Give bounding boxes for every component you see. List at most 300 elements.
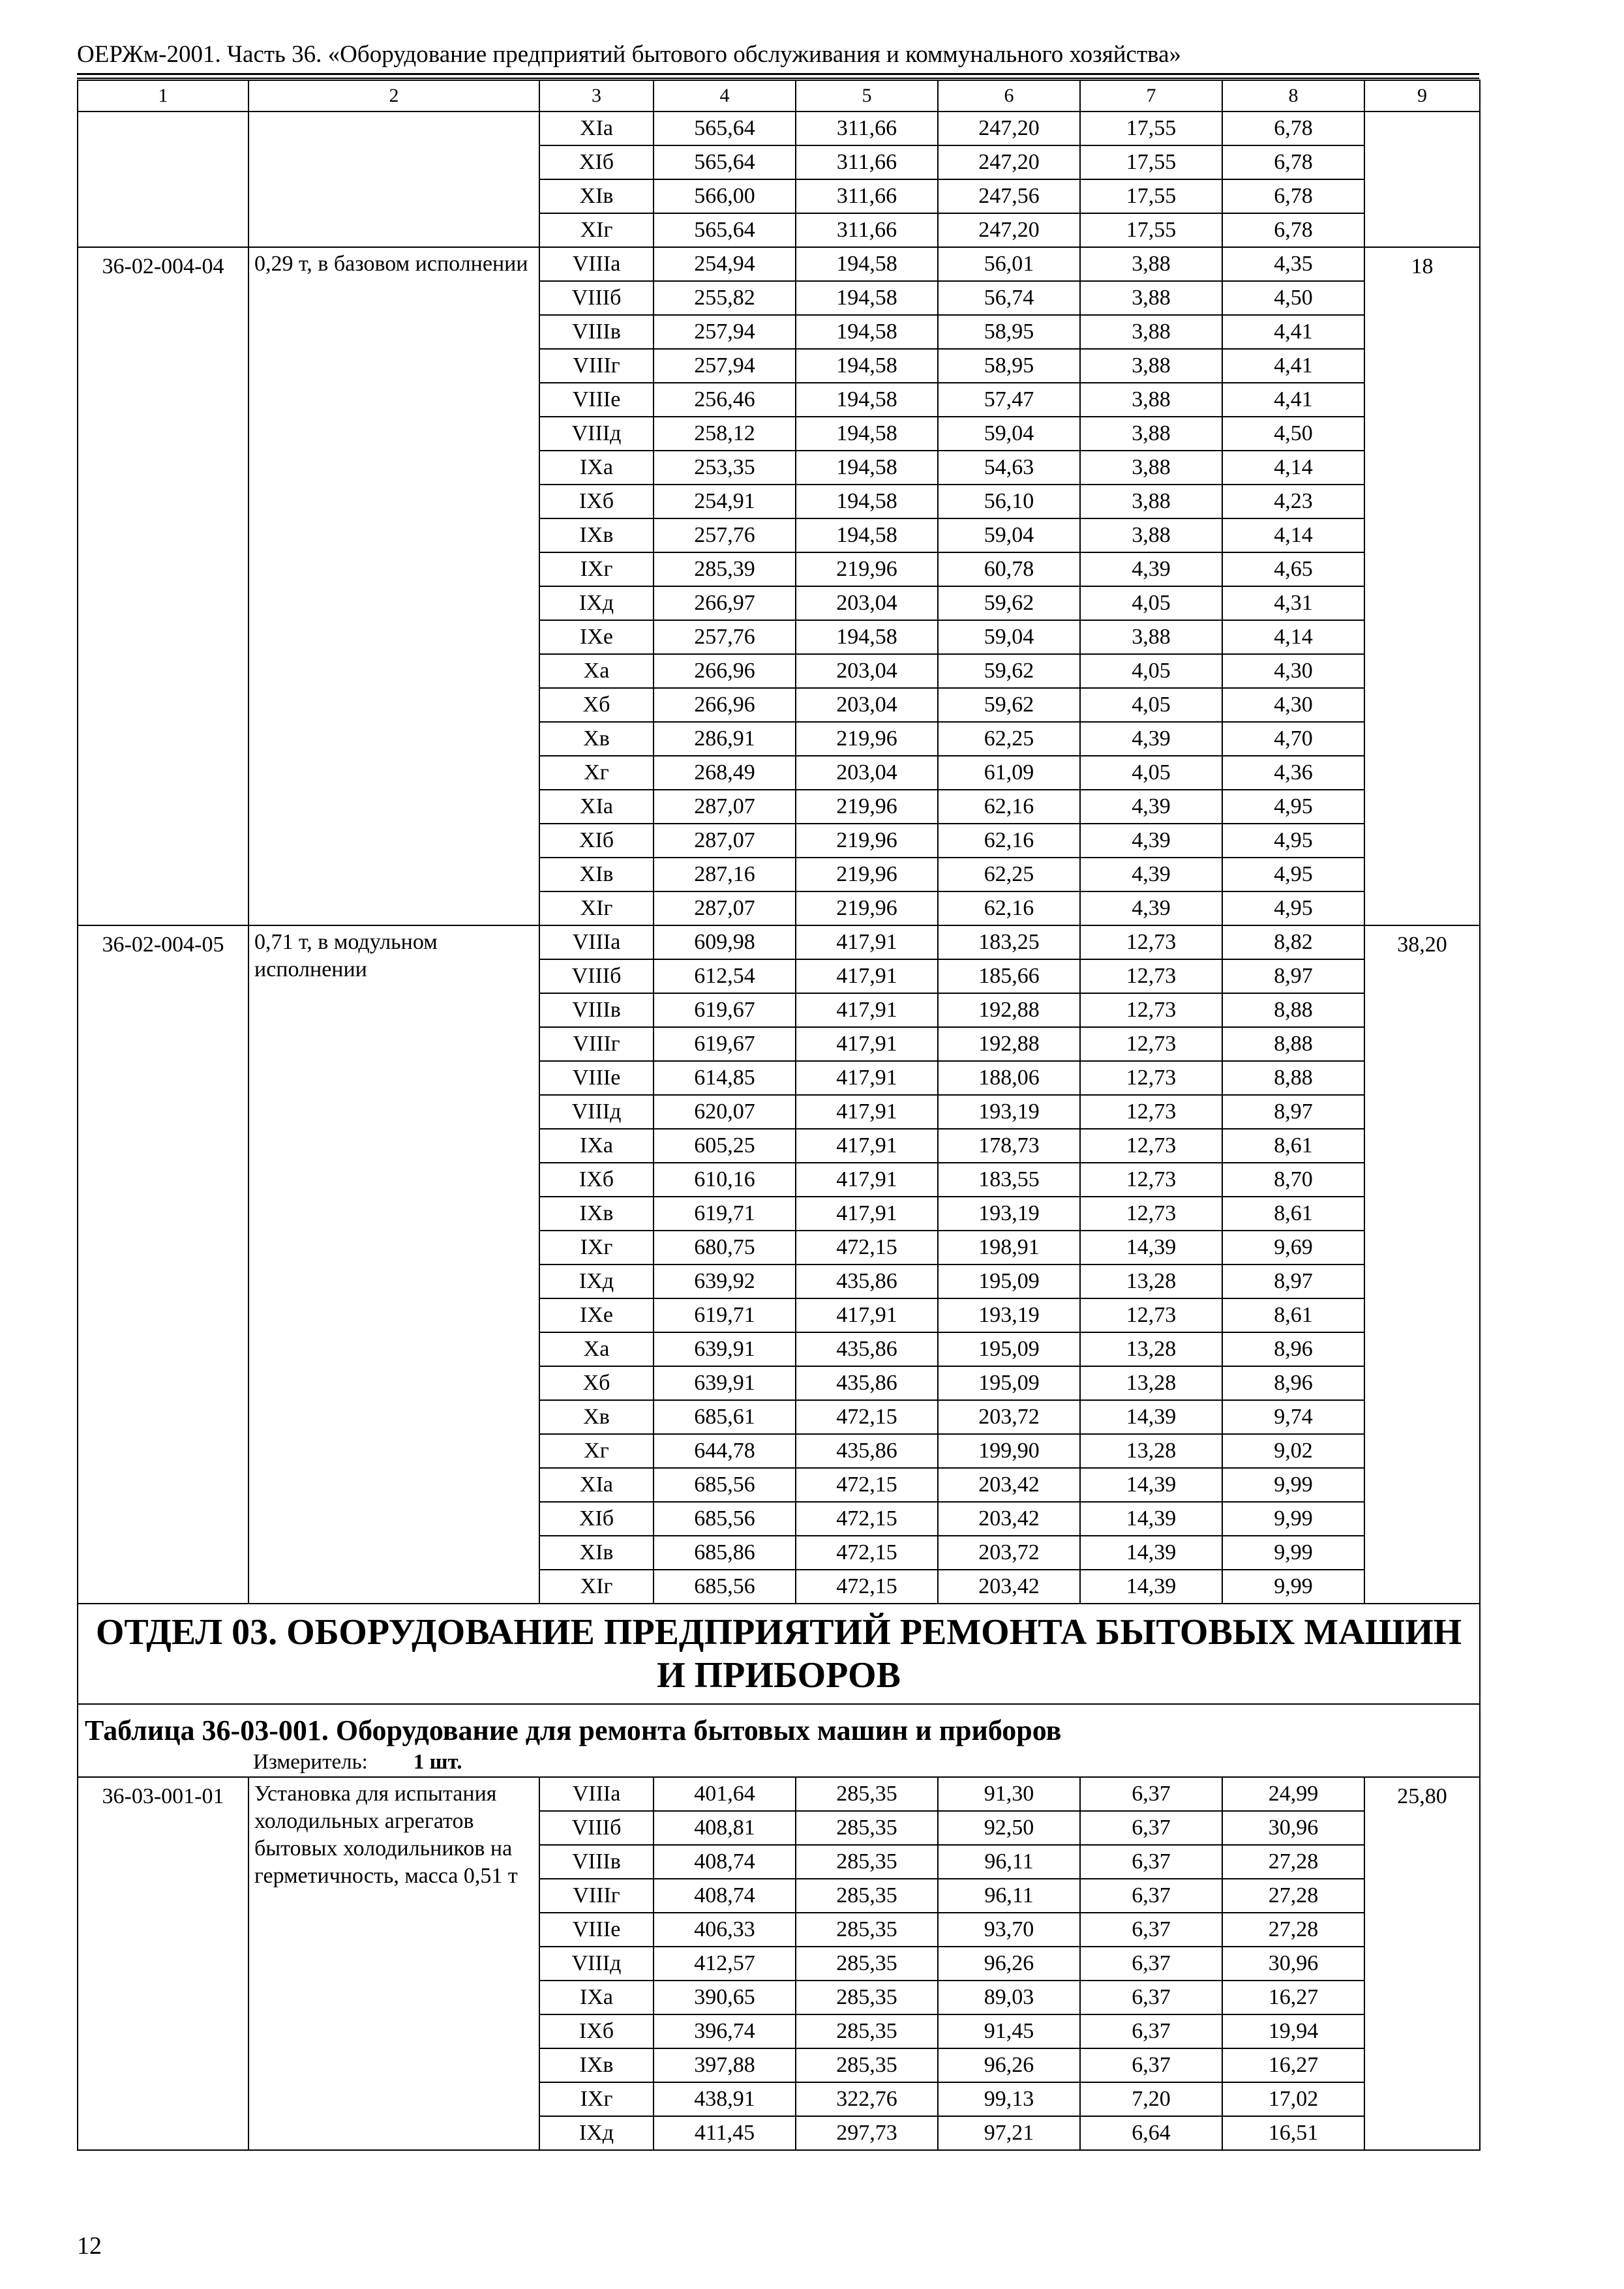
item-code: 36-02-004-04	[78, 247, 248, 925]
value-cell: 619,67	[654, 993, 796, 1027]
value-cell: 4,14	[1222, 518, 1364, 552]
region-code: Xв	[539, 1400, 654, 1434]
value-cell: 219,96	[796, 891, 938, 925]
value-cell: 8,97	[1222, 959, 1364, 993]
value-cell: 14,39	[1080, 1400, 1222, 1434]
value-cell: 247,20	[938, 145, 1080, 179]
value-cell: 91,45	[938, 2014, 1080, 2048]
region-code: VIIIа	[539, 247, 654, 281]
value-cell: 287,16	[654, 858, 796, 891]
value-cell: 12,73	[1080, 1298, 1222, 1332]
value-cell: 27,28	[1222, 1845, 1364, 1879]
value-cell: 12,73	[1080, 1061, 1222, 1095]
value-cell: 203,42	[938, 1502, 1080, 1536]
column-number: 5	[796, 80, 938, 112]
value-cell: 619,71	[654, 1197, 796, 1231]
value-cell: 62,25	[938, 722, 1080, 756]
value-cell: 6,37	[1080, 1845, 1222, 1879]
value-cell: 4,30	[1222, 654, 1364, 688]
value-cell: 8,70	[1222, 1163, 1364, 1197]
value-cell: 61,09	[938, 756, 1080, 790]
value-cell: 96,26	[938, 1947, 1080, 1981]
column-number: 3	[539, 80, 654, 112]
value-cell: 8,88	[1222, 1027, 1364, 1061]
value-cell: 605,25	[654, 1129, 796, 1163]
value-cell: 285,35	[796, 1981, 938, 2014]
value-cell: 287,07	[654, 891, 796, 925]
region-code: XIв	[539, 179, 654, 213]
column-number: 1	[78, 80, 248, 112]
value-cell: 435,86	[796, 1366, 938, 1400]
value-cell: 8,88	[1222, 993, 1364, 1027]
region-code: VIIIг	[539, 349, 654, 383]
region-code: IXб	[539, 2014, 654, 2048]
value-cell: 178,73	[938, 1129, 1080, 1163]
value-cell: 266,96	[654, 654, 796, 688]
continued-description-cell	[248, 112, 539, 247]
value-cell: 62,25	[938, 858, 1080, 891]
table-row	[78, 112, 1480, 145]
value-cell: 3,88	[1080, 247, 1222, 281]
region-code: IXб	[539, 1163, 654, 1197]
table-row	[78, 247, 1480, 281]
value-cell: 285,39	[654, 552, 796, 586]
value-cell: 311,66	[796, 213, 938, 247]
region-code: XIв	[539, 858, 654, 891]
value-cell: 17,55	[1080, 213, 1222, 247]
value-cell: 8,61	[1222, 1298, 1364, 1332]
value-cell: 3,88	[1080, 417, 1222, 451]
region-code: XIб	[539, 824, 654, 858]
value-cell: 14,39	[1080, 1570, 1222, 1604]
value-cell: 7,20	[1080, 2082, 1222, 2116]
region-code: VIIIе	[539, 1061, 654, 1095]
region-code: XIб	[539, 1502, 654, 1536]
value-cell: 199,90	[938, 1434, 1080, 1468]
value-cell: 285,35	[796, 2014, 938, 2048]
value-cell: 266,96	[654, 688, 796, 722]
value-cell: 472,15	[796, 1400, 938, 1434]
value-cell: 195,09	[938, 1332, 1080, 1366]
header-rule	[77, 73, 1479, 75]
region-code: VIIIв	[539, 1845, 654, 1879]
value-cell: 4,65	[1222, 552, 1364, 586]
table-title-row	[78, 1704, 1480, 1748]
value-cell: 8,61	[1222, 1129, 1364, 1163]
value-cell: 193,19	[938, 1095, 1080, 1129]
region-code: VIIIб	[539, 959, 654, 993]
value-cell: 57,47	[938, 383, 1080, 417]
value-cell: 30,96	[1222, 1947, 1364, 1981]
value-cell: 417,91	[796, 1027, 938, 1061]
value-cell: 4,39	[1080, 858, 1222, 891]
value-cell: 17,55	[1080, 145, 1222, 179]
value-cell: 4,31	[1222, 586, 1364, 620]
value-cell: 56,10	[938, 485, 1080, 518]
value-cell: 8,96	[1222, 1366, 1364, 1400]
table-title: Таблица 36-03-001. Оборудование для ремонта бытовых машин и приборов	[78, 1704, 1480, 1748]
value-cell: 4,41	[1222, 383, 1364, 417]
item-description: Установка для испытания холодильных агрегатов бытовых холодильников на герметичность, масса 0,51 т	[248, 1777, 539, 2150]
value-cell: 97,21	[938, 2116, 1080, 2150]
value-cell: 6,37	[1080, 1811, 1222, 1845]
value-cell: 612,54	[654, 959, 796, 993]
value-cell: 93,70	[938, 1913, 1080, 1947]
value-cell: 56,01	[938, 247, 1080, 281]
region-code: IXе	[539, 1298, 654, 1332]
value-cell: 62,16	[938, 891, 1080, 925]
value-cell: 195,09	[938, 1264, 1080, 1298]
value-cell: 203,04	[796, 756, 938, 790]
value-cell: 401,64	[654, 1777, 796, 1811]
value-cell: 4,39	[1080, 552, 1222, 586]
value-cell: 285,35	[796, 1845, 938, 1879]
value-cell: 287,07	[654, 790, 796, 824]
value-cell: 185,66	[938, 959, 1080, 993]
value-cell: 219,96	[796, 858, 938, 891]
region-code: XIг	[539, 891, 654, 925]
value-cell: 9,02	[1222, 1434, 1364, 1468]
region-code: IXд	[539, 2116, 654, 2150]
value-cell: 27,28	[1222, 1879, 1364, 1913]
value-cell: 9,74	[1222, 1400, 1364, 1434]
region-code: IXв	[539, 1197, 654, 1231]
value-cell: 17,02	[1222, 2082, 1364, 2116]
value-cell: 408,74	[654, 1845, 796, 1879]
value-cell: 287,07	[654, 824, 796, 858]
table-row	[78, 1777, 1480, 1811]
value-cell: 472,15	[796, 1536, 938, 1570]
region-code: IXв	[539, 2048, 654, 2082]
value-cell: 219,96	[796, 790, 938, 824]
value-cell: 435,86	[796, 1332, 938, 1366]
value-cell: 680,75	[654, 1231, 796, 1264]
value-cell: 9,99	[1222, 1502, 1364, 1536]
value-cell: 417,91	[796, 1129, 938, 1163]
value-cell: 268,49	[654, 756, 796, 790]
value-cell: 203,42	[938, 1570, 1080, 1604]
value-cell: 408,81	[654, 1811, 796, 1845]
value-cell: 194,58	[796, 247, 938, 281]
value-cell: 6,37	[1080, 1913, 1222, 1947]
value-cell: 4,35	[1222, 247, 1364, 281]
value-cell: 4,50	[1222, 281, 1364, 315]
region-code: VIIIв	[539, 993, 654, 1027]
value-cell: 13,28	[1080, 1434, 1222, 1468]
value-cell: 4,70	[1222, 722, 1364, 756]
value-cell: 59,62	[938, 688, 1080, 722]
value-cell: 6,37	[1080, 2014, 1222, 2048]
value-cell: 417,91	[796, 1095, 938, 1129]
continued-col9-cell	[1364, 112, 1480, 247]
value-cell: 254,94	[654, 247, 796, 281]
unit-row	[78, 1748, 1480, 1777]
value-cell: 24,99	[1222, 1777, 1364, 1811]
value-cell: 390,65	[654, 1981, 796, 2014]
value-cell: 4,05	[1080, 756, 1222, 790]
value-cell: 62,16	[938, 824, 1080, 858]
value-cell: 54,63	[938, 451, 1080, 485]
value-cell: 247,20	[938, 213, 1080, 247]
column-number: 4	[654, 80, 796, 112]
value-cell: 311,66	[796, 179, 938, 213]
value-cell: 13,28	[1080, 1366, 1222, 1400]
value-cell: 17,55	[1080, 179, 1222, 213]
item-code: 36-03-001-01	[78, 1777, 248, 2150]
region-code: VIIIа	[539, 925, 654, 959]
value-cell: 14,39	[1080, 1231, 1222, 1264]
value-cell: 435,86	[796, 1434, 938, 1468]
value-cell: 9,99	[1222, 1570, 1364, 1604]
value-cell: 194,58	[796, 281, 938, 315]
value-cell: 3,88	[1080, 451, 1222, 485]
value-cell: 4,95	[1222, 858, 1364, 891]
value-cell: 8,96	[1222, 1332, 1364, 1366]
value-cell: 472,15	[796, 1570, 938, 1604]
column-number-row	[78, 80, 1480, 112]
value-cell: 195,09	[938, 1366, 1080, 1400]
value-cell: 4,41	[1222, 315, 1364, 349]
value-cell: 285,35	[796, 1777, 938, 1811]
value-cell: 3,88	[1080, 383, 1222, 417]
value-cell: 311,66	[796, 145, 938, 179]
value-cell: 6,37	[1080, 2048, 1222, 2082]
value-cell: 685,56	[654, 1502, 796, 1536]
region-code: IXб	[539, 485, 654, 518]
value-cell: 96,11	[938, 1845, 1080, 1879]
column-number: 6	[938, 80, 1080, 112]
value-cell: 4,14	[1222, 620, 1364, 654]
value-cell: 3,88	[1080, 518, 1222, 552]
region-code: Xб	[539, 1366, 654, 1400]
value-cell: 565,64	[654, 213, 796, 247]
value-cell: 3,88	[1080, 315, 1222, 349]
value-cell: 4,23	[1222, 485, 1364, 518]
value-cell: 6,78	[1222, 179, 1364, 213]
value-cell: 417,91	[796, 1197, 938, 1231]
value-cell: 6,78	[1222, 213, 1364, 247]
value-cell: 194,58	[796, 315, 938, 349]
value-cell: 639,92	[654, 1264, 796, 1298]
page-number: 12	[77, 2232, 102, 2260]
value-cell: 4,95	[1222, 891, 1364, 925]
value-cell: 14,39	[1080, 1468, 1222, 1502]
value-cell: 285,35	[796, 1811, 938, 1845]
region-code: Xа	[539, 1332, 654, 1366]
value-cell: 203,04	[796, 688, 938, 722]
value-cell: 183,55	[938, 1163, 1080, 1197]
value-cell: 192,88	[938, 993, 1080, 1027]
column-number: 7	[1080, 80, 1222, 112]
table-body	[78, 80, 1480, 2150]
region-code: XIв	[539, 1536, 654, 1570]
value-cell: 639,91	[654, 1332, 796, 1366]
value-cell: 16,51	[1222, 2116, 1364, 2150]
region-code: VIIIг	[539, 1879, 654, 1913]
region-code: VIIIг	[539, 1027, 654, 1061]
region-code: IXг	[539, 552, 654, 586]
region-code: VIIIб	[539, 1811, 654, 1845]
value-cell: 89,03	[938, 1981, 1080, 2014]
region-code: XIа	[539, 790, 654, 824]
value-cell: 12,73	[1080, 959, 1222, 993]
value-cell: 610,16	[654, 1163, 796, 1197]
value-cell: 58,95	[938, 315, 1080, 349]
region-code: XIг	[539, 1570, 654, 1604]
value-cell: 183,25	[938, 925, 1080, 959]
value-cell: 408,74	[654, 1879, 796, 1913]
value-cell: 285,35	[796, 1913, 938, 1947]
value-cell: 253,35	[654, 451, 796, 485]
value-cell: 16,27	[1222, 2048, 1364, 2082]
value-cell: 4,36	[1222, 756, 1364, 790]
value-cell: 257,94	[654, 315, 796, 349]
value-cell: 194,58	[796, 518, 938, 552]
region-code: Xа	[539, 654, 654, 688]
value-cell: 203,04	[796, 586, 938, 620]
col9-value: 38,20	[1364, 925, 1480, 1604]
section-row	[78, 1604, 1480, 1704]
value-cell: 12,73	[1080, 925, 1222, 959]
value-cell: 203,72	[938, 1536, 1080, 1570]
column-number: 9	[1364, 80, 1480, 112]
value-cell: 4,05	[1080, 654, 1222, 688]
value-cell: 286,91	[654, 722, 796, 756]
value-cell: 12,73	[1080, 1129, 1222, 1163]
value-cell: 297,73	[796, 2116, 938, 2150]
region-code: Xг	[539, 756, 654, 790]
value-cell: 12,73	[1080, 993, 1222, 1027]
value-cell: 417,91	[796, 993, 938, 1027]
region-code: XIа	[539, 1468, 654, 1502]
value-cell: 99,13	[938, 2082, 1080, 2116]
region-code: IXе	[539, 620, 654, 654]
value-cell: 58,95	[938, 349, 1080, 383]
value-cell: 565,64	[654, 112, 796, 145]
value-cell: 6,64	[1080, 2116, 1222, 2150]
value-cell: 30,96	[1222, 1811, 1364, 1845]
value-cell: 192,88	[938, 1027, 1080, 1061]
value-cell: 257,94	[654, 349, 796, 383]
value-cell: 417,91	[796, 1163, 938, 1197]
value-cell: 619,67	[654, 1027, 796, 1061]
value-cell: 203,04	[796, 654, 938, 688]
col9-value: 25,80	[1364, 1777, 1480, 2150]
value-cell: 254,91	[654, 485, 796, 518]
value-cell: 411,45	[654, 2116, 796, 2150]
value-cell: 8,97	[1222, 1264, 1364, 1298]
value-cell: 91,30	[938, 1777, 1080, 1811]
value-cell: 9,99	[1222, 1536, 1364, 1570]
value-cell: 412,57	[654, 1947, 796, 1981]
region-code: VIIIе	[539, 383, 654, 417]
value-cell: 644,78	[654, 1434, 796, 1468]
value-cell: 12,73	[1080, 1027, 1222, 1061]
value-cell: 258,12	[654, 417, 796, 451]
continued-code-cell	[78, 112, 248, 247]
running-header: ОЕРЖм-2001. Часть 36. «Оборудование предприятий бытового обслуживания и коммунального хозяйства»	[77, 41, 1182, 68]
region-code: IXа	[539, 451, 654, 485]
value-cell: 6,37	[1080, 1981, 1222, 2014]
value-cell: 3,88	[1080, 281, 1222, 315]
value-cell: 285,35	[796, 2048, 938, 2082]
value-cell: 4,41	[1222, 349, 1364, 383]
column-number: 8	[1222, 80, 1364, 112]
value-cell: 4,95	[1222, 790, 1364, 824]
value-cell: 4,05	[1080, 688, 1222, 722]
value-cell: 6,37	[1080, 1777, 1222, 1811]
value-cell: 219,96	[796, 552, 938, 586]
value-cell: 406,33	[654, 1913, 796, 1947]
value-cell: 4,39	[1080, 891, 1222, 925]
region-code: VIIIб	[539, 281, 654, 315]
region-code: IXд	[539, 586, 654, 620]
region-code: VIIIе	[539, 1913, 654, 1947]
unit-value: 1 шт.	[413, 1750, 462, 1774]
value-cell: 685,56	[654, 1468, 796, 1502]
region-code: IXа	[539, 1981, 654, 2014]
value-cell: 4,39	[1080, 722, 1222, 756]
value-cell: 188,06	[938, 1061, 1080, 1095]
region-code: VIIIа	[539, 1777, 654, 1811]
value-cell: 9,69	[1222, 1231, 1364, 1264]
value-cell: 685,86	[654, 1536, 796, 1570]
value-cell: 194,58	[796, 383, 938, 417]
value-cell: 13,28	[1080, 1332, 1222, 1366]
value-cell: 620,07	[654, 1095, 796, 1129]
value-cell: 609,98	[654, 925, 796, 959]
value-cell: 322,76	[796, 2082, 938, 2116]
value-cell: 285,35	[796, 1947, 938, 1981]
value-cell: 417,91	[796, 1298, 938, 1332]
value-cell: 4,50	[1222, 417, 1364, 451]
value-cell: 257,76	[654, 620, 796, 654]
value-cell: 12,73	[1080, 1163, 1222, 1197]
value-cell: 96,26	[938, 2048, 1080, 2082]
value-cell: 219,96	[796, 824, 938, 858]
value-cell: 203,72	[938, 1400, 1080, 1434]
section-title: ОТДЕЛ 03. ОБОРУДОВАНИЕ ПРЕДПРИЯТИЙ РЕМОНТА БЫТОВЫХ МАШИН И ПРИБОРОВ	[78, 1604, 1480, 1704]
region-code: VIIIд	[539, 417, 654, 451]
value-cell: 3,88	[1080, 349, 1222, 383]
value-cell: 92,50	[938, 1811, 1080, 1845]
region-code: VIIIд	[539, 1095, 654, 1129]
value-cell: 14,39	[1080, 1536, 1222, 1570]
region-code: Xг	[539, 1434, 654, 1468]
value-cell: 639,91	[654, 1366, 796, 1400]
value-cell: 417,91	[796, 925, 938, 959]
value-cell: 4,39	[1080, 824, 1222, 858]
value-cell: 194,58	[796, 485, 938, 518]
value-cell: 256,46	[654, 383, 796, 417]
value-cell: 17,55	[1080, 112, 1222, 145]
column-number: 2	[248, 80, 539, 112]
value-cell: 266,97	[654, 586, 796, 620]
value-cell: 62,16	[938, 790, 1080, 824]
value-cell: 472,15	[796, 1231, 938, 1264]
region-code: VIIIд	[539, 1947, 654, 1981]
value-cell: 435,86	[796, 1264, 938, 1298]
value-cell: 614,85	[654, 1061, 796, 1095]
value-cell: 194,58	[796, 620, 938, 654]
value-cell: 685,56	[654, 1570, 796, 1604]
region-code: IXд	[539, 1264, 654, 1298]
region-code: IXг	[539, 1231, 654, 1264]
value-cell: 12,73	[1080, 1197, 1222, 1231]
value-cell: 12,73	[1080, 1095, 1222, 1129]
region-code: Xв	[539, 722, 654, 756]
value-cell: 4,39	[1080, 790, 1222, 824]
